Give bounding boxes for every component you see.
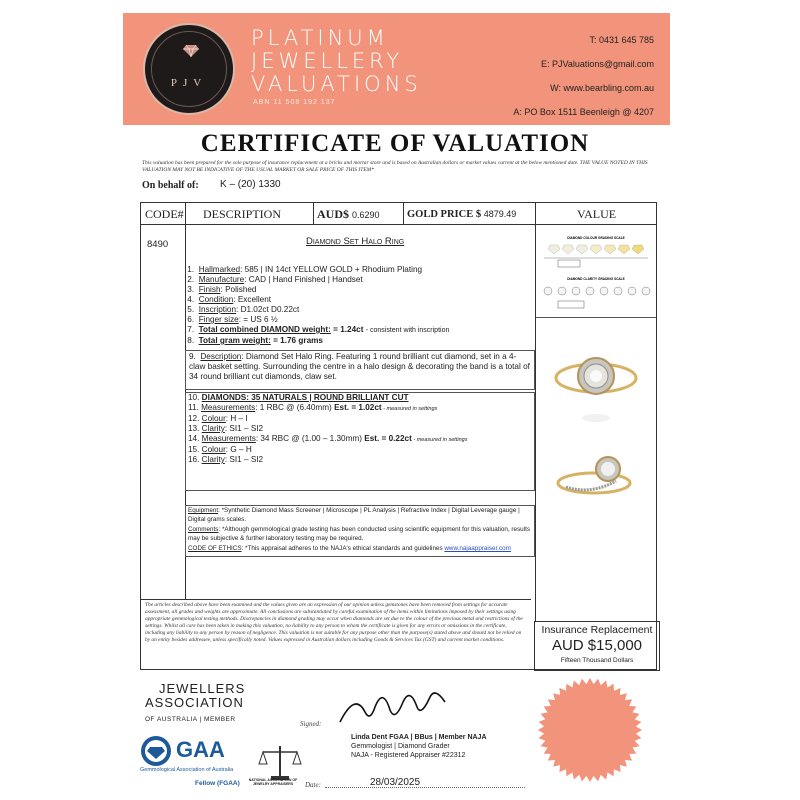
list-item: 1. Hallmarked: 585 | IN 14ct YELLOW GOLD + Rhodium Plating <box>187 265 423 274</box>
bottom-disclaimer: The articles described above have been examined and the values given are an expression of our opinion unless gemstones have been removed from settings for accurate assessment, all grades and weights are approximate. All conclusions are substantiated by careful examination of the items within limitations imposed by their settings using appropriate gemmological testing methods. Discrepancies in diamond grading may occur when diamonds are set due to the colour of the precious metal and restrictions of the settings. Whilst all care has been taken in making this valuation, no liability to any person to whom the certificate is given for any errors or omissions in the certificate, including any liability to any person by reason of negligence. This valuation is not suitable for any purpose other than the purpose(s) stated above and should not be relied on by an entity besides addressee, unless specifically noted. Values expressed in Australian dollars including Goods & Services Tax (GST) and current market conditions. <box>141 599 531 671</box>
ethics-note: CODE OF ETHICS: *This appraisal adheres to the NAJA's ethical standards and guidelines www.najaappraiser.com <box>188 545 511 552</box>
total-gram-weight: 8. Total gram weight: = 1.76 grams <box>185 336 323 345</box>
signature <box>335 682 455 727</box>
list-item: 15. Colour: G – H <box>188 445 252 454</box>
header-aud: AUD$ 0.6290 <box>317 207 380 221</box>
jewellers-association-logo: JEWELLERS ASSOCIATION OF AUSTRALIA | MEMBER <box>145 681 246 723</box>
ring-photo-side <box>536 441 656 521</box>
signed-label: Signed: <box>300 720 322 728</box>
item-title: Diamond Set Halo Ring <box>306 236 405 247</box>
gaa-emblem-icon <box>140 735 172 767</box>
contact-address: A: PO Box 1511 Beenleigh @ 4207 <box>513 107 654 117</box>
behalf-label: On behalf of: <box>142 180 199 191</box>
list-item: 3. Finish: Polished <box>187 285 257 294</box>
item-code: 8490 <box>147 239 169 250</box>
comments-note: Comments: *Although gemmological grade testing has been conducted using scientific equipment for this valuation, results may be subjective & further laboratory testing may be required. <box>188 526 530 542</box>
disclaimer-text: This valuation has been prepared for the sole purpose of insurance replacement at a bricks and mortar store and is based on Australian dollars or market values current at the below mentioned date. THE VALUE NOTED IN THIS VALUATION MAY NOT BE INDICATIVE OF THE USUAL MARKET OR SALE PRICE OF THIS ITEM* <box>142 160 648 173</box>
brand-name: PLATINUM JEWELLERY VALUATIONS <box>251 26 422 96</box>
list-item: 16. Clarity: SI1 – SI2 <box>188 455 264 464</box>
contact-phone: T: 0431 645 785 <box>589 35 654 45</box>
insurance-replacement-box <box>534 621 660 671</box>
description-text: 9. Description: Diamond Set Halo Ring. Featuring 1 round brilliant cut diamond, set in a 4-claw basket setting. Surrounding the centre in a halo design & decorating the band is a total of 34 round brilliant cut diamonds, claw set. <box>189 352 530 381</box>
list-item: 4. Condition: Excellent <box>187 295 272 304</box>
certificate-page <box>115 10 675 800</box>
insurance-label: Insurance Replacement <box>541 624 653 636</box>
insurance-value: AUD $15,000 <box>551 637 643 654</box>
total-diamond-weight: 7. Total combined DIAMOND weight: = 1.24ct - consistent with inscription <box>185 325 450 334</box>
contact-web: W: www.bearbling.com.au <box>550 83 654 93</box>
list-item: 14. Measurements: 34 RBC @ (1.00 – 1.30mm) Est. = 0.22ct - measured in settings <box>188 434 468 443</box>
signer-details: Linda Dent FGAA | BBus | Member NAJA Gemmologist | Diamond Grader NAJA - Registered Appraiser #22312 <box>351 734 487 759</box>
ring-photo-top <box>536 318 656 438</box>
list-item: 6. Finger size: = US 6 ½ <box>187 315 278 324</box>
colour-scale-title: DIAMOND COLOUR GRADING SCALE <box>567 236 625 240</box>
abn-number: ABN 11 508 192 137 <box>253 99 336 106</box>
header-gold-price: GOLD PRICE $ 4879.49 <box>407 209 517 220</box>
contact-email: E: PJValuations@gmail.com <box>540 59 654 69</box>
naja-label: NATIONAL ASSOCIATION OF JEWELRY APPRAISERS <box>248 778 298 786</box>
diamond-icon <box>183 45 199 57</box>
seal-icon <box>535 675 645 785</box>
grading-scales <box>536 225 656 318</box>
header-code: CODE# <box>145 207 184 221</box>
insurance-words: Fifteen Thousand Dollars <box>560 657 634 664</box>
equipment-note: Equipment: *Synthetic Diamond Mass Screener | Microscope | PL Analysis | Refractive Index | Digital Leverage gauge | Digital grams scales. <box>188 507 520 523</box>
gaa-logo: GAA Gemmological Association of Australia Fellow (FGAA) <box>140 737 240 787</box>
item-list-a <box>185 265 535 346</box>
header-description: DESCRIPTION <box>203 207 282 221</box>
list-item: 5. Inscription: D1.02ct D0.22ct <box>187 305 300 314</box>
header-banner <box>123 13 670 125</box>
valuation-table <box>140 202 657 670</box>
list-item: 2. Manufacture: CAD | Hand Finished | Handset <box>187 275 363 284</box>
list-item: 12. Colour: H – I <box>188 414 248 423</box>
diamond-details-box <box>185 392 535 491</box>
behalf-value: K – (20) 1330 <box>220 179 281 190</box>
date-value: 28/03/2025 <box>370 777 421 788</box>
pjv-logo <box>143 23 235 115</box>
notes-box <box>185 505 535 557</box>
description-box <box>185 350 535 390</box>
table-header-row <box>141 203 656 225</box>
date-label: Date: <box>305 781 321 789</box>
list-item: 13. Clarity: SI1 – SI2 <box>188 424 264 433</box>
list-item: 11. Measurements: 1 RBC @ (6.40mm) Est. = 1.02ct - measured in settings <box>188 403 438 412</box>
logo-text: PJV <box>170 77 208 89</box>
certificate-title: CERTIFICATE OF VALUATION <box>200 130 590 157</box>
naja-link[interactable]: www.najaappraiser.com <box>444 545 511 552</box>
diamonds-heading: 10. DIAMONDS: 35 NATURALS | ROUND BRILLIANT CUT <box>188 393 409 402</box>
header-value: VALUE <box>577 207 617 221</box>
clarity-scale-title: DIAMOND CLARITY GRADING SCALE <box>567 277 625 281</box>
